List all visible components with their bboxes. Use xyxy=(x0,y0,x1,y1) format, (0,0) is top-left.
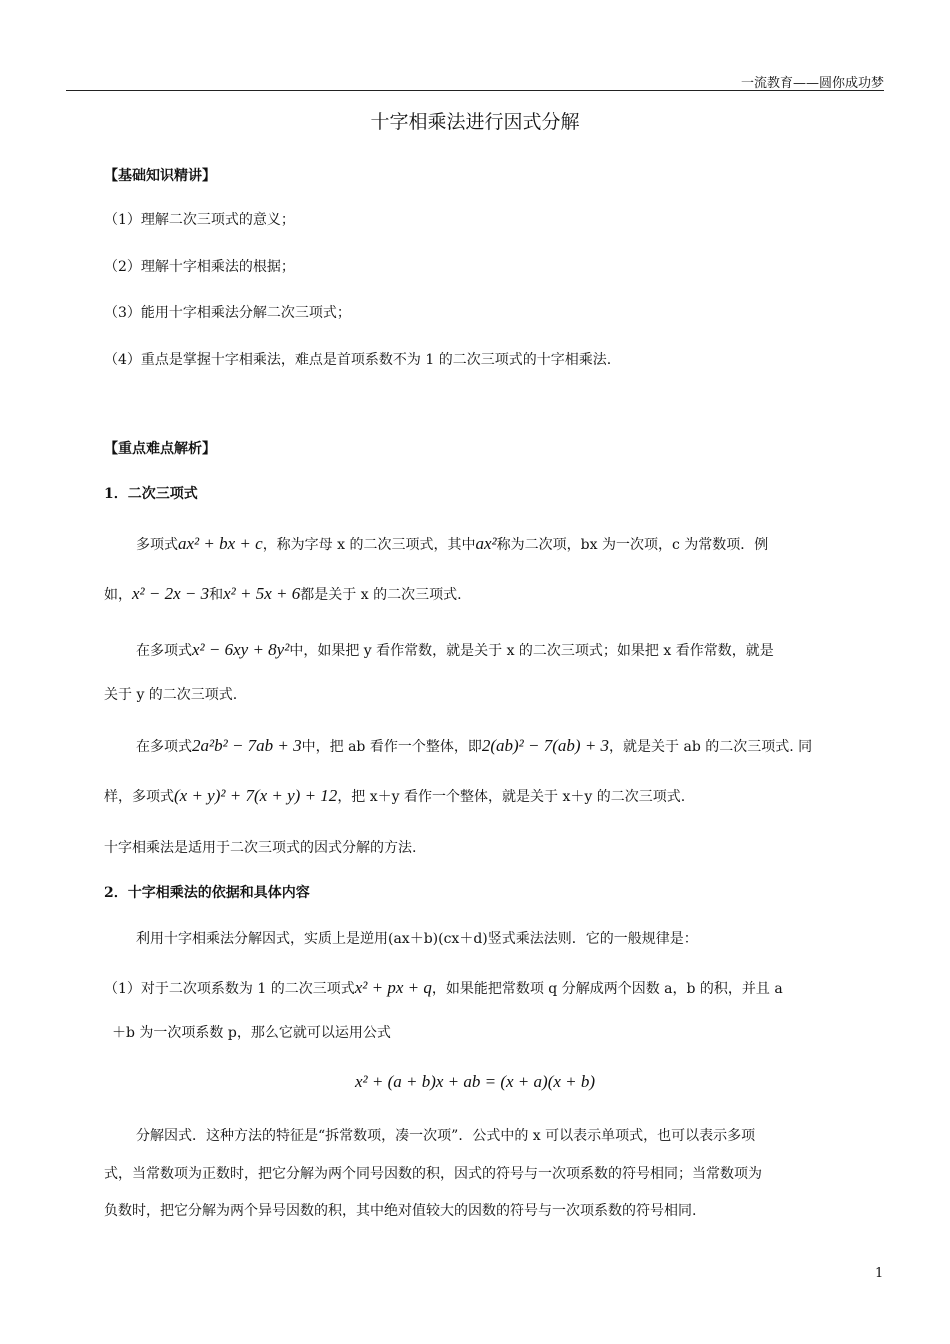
text: 中，如果把 y 看作常数，就是关于 x 的二次三项式；如果把 x 看作常数，就是 xyxy=(289,643,774,659)
math-formula: x² − 6xy + 8y² xyxy=(192,640,290,659)
paragraph-line: 利用十字相乘法分解因式，实质上是逆用(ax＋b)(cx＋d)竖式乘法法则．它的一般规律是： xyxy=(136,931,698,947)
text: 中，把 ab 看作一个整体，即 xyxy=(301,739,482,755)
paragraph-line xyxy=(136,534,768,555)
text: 样，多项式 xyxy=(104,789,174,805)
text: ，把 x＋y 看作一个整体，就是关于 x＋y 的二次三项式. xyxy=(337,789,686,805)
math-formula: 2a²b² − 7ab + 3 xyxy=(192,736,302,755)
text: 在多项式 xyxy=(136,739,192,755)
paragraph-line: 分解因式．这种方法的特征是“拆常数项，凑一次项”．公式中的 x 可以表示单项式，也可以表示多项 xyxy=(136,1128,756,1144)
paragraph-line xyxy=(136,736,812,757)
text: 如， xyxy=(104,587,132,603)
math-formula: (x + y)² + 7(x + y) + 12 xyxy=(174,786,338,805)
text: 多项式 xyxy=(136,537,178,553)
math-formula: 2(ab)² − 7(ab) + 3 xyxy=(481,736,610,755)
text: 都是关于 x 的二次三项式. xyxy=(300,587,462,603)
text: ，如果能把常数项 q 分解成两个因数 a，b 的积，并且 a xyxy=(431,981,783,997)
paragraph-line: 式，当常数项为正数时，把它分解为两个同号因数的积，因式的符号与一次项系数的符号相同；当常数项为 xyxy=(104,1166,762,1182)
paragraph-line xyxy=(136,640,774,661)
display-formula: x² + (a + b)x + ab = (x + a)(x + b) xyxy=(354,1072,596,1091)
page-header: 一流教育——圆你成功梦 xyxy=(740,76,884,91)
page-number: 1 xyxy=(875,1266,884,1281)
math-formula: x² + 5x + 6 xyxy=(223,584,301,603)
section-heading-basics: 【基础知识精讲】 xyxy=(104,168,216,184)
paragraph-line: 十字相乘法是适用于二次三项式的因式分解的方法. xyxy=(104,840,417,856)
text: 称为二次项，bx 为一次项，c 为常数项．例 xyxy=(496,537,769,553)
list-item: （3）能用十字相乘法分解二次三项式； xyxy=(104,305,351,321)
paragraph-line: 关于 y 的二次三项式. xyxy=(104,687,238,703)
section-heading-key-points: 【重点难点解析】 xyxy=(104,441,216,457)
paragraph-line xyxy=(104,786,685,807)
paragraph-line: ＋b 为一次项系数 p，那么它就可以运用公式 xyxy=(112,1025,391,1041)
list-item: （2）理解十字相乘法的根据； xyxy=(104,259,295,275)
text: （1）对于二次项系数为 1 的二次三项式 xyxy=(104,981,355,997)
header-rule xyxy=(66,90,884,91)
list-item: （1）理解二次三项式的意义； xyxy=(104,212,295,228)
paragraph-line xyxy=(104,978,783,999)
text: 在多项式 xyxy=(136,643,192,659)
list-item: （4）重点是掌握十字相乘法，难点是首项系数不为 1 的二次三项式的十字相乘法. xyxy=(104,352,612,368)
paragraph-line: 负数时，把它分解为两个异号因数的积，其中绝对值较大的因数的符号与一次项系数的符号相同. xyxy=(104,1203,697,1219)
subheading-cross-method: 2．十字相乘法的依据和具体内容 xyxy=(104,885,310,901)
math-formula: ax² xyxy=(475,534,497,553)
math-formula: x² + px + q xyxy=(354,978,432,997)
document-title: 十字相乘法进行因式分解 xyxy=(370,111,580,133)
text: ，就是关于 ab 的二次三项式. 同 xyxy=(609,739,813,755)
math-formula: ax² + bx + c xyxy=(178,534,263,553)
paragraph-line xyxy=(104,584,462,605)
text: ，称为字母 x 的二次三项式，其中 xyxy=(262,537,476,553)
math-formula: x² − 2x − 3 xyxy=(132,584,210,603)
text: 和 xyxy=(209,587,224,603)
subheading-quadratic-trinomial: 1．二次三项式 xyxy=(104,486,198,502)
